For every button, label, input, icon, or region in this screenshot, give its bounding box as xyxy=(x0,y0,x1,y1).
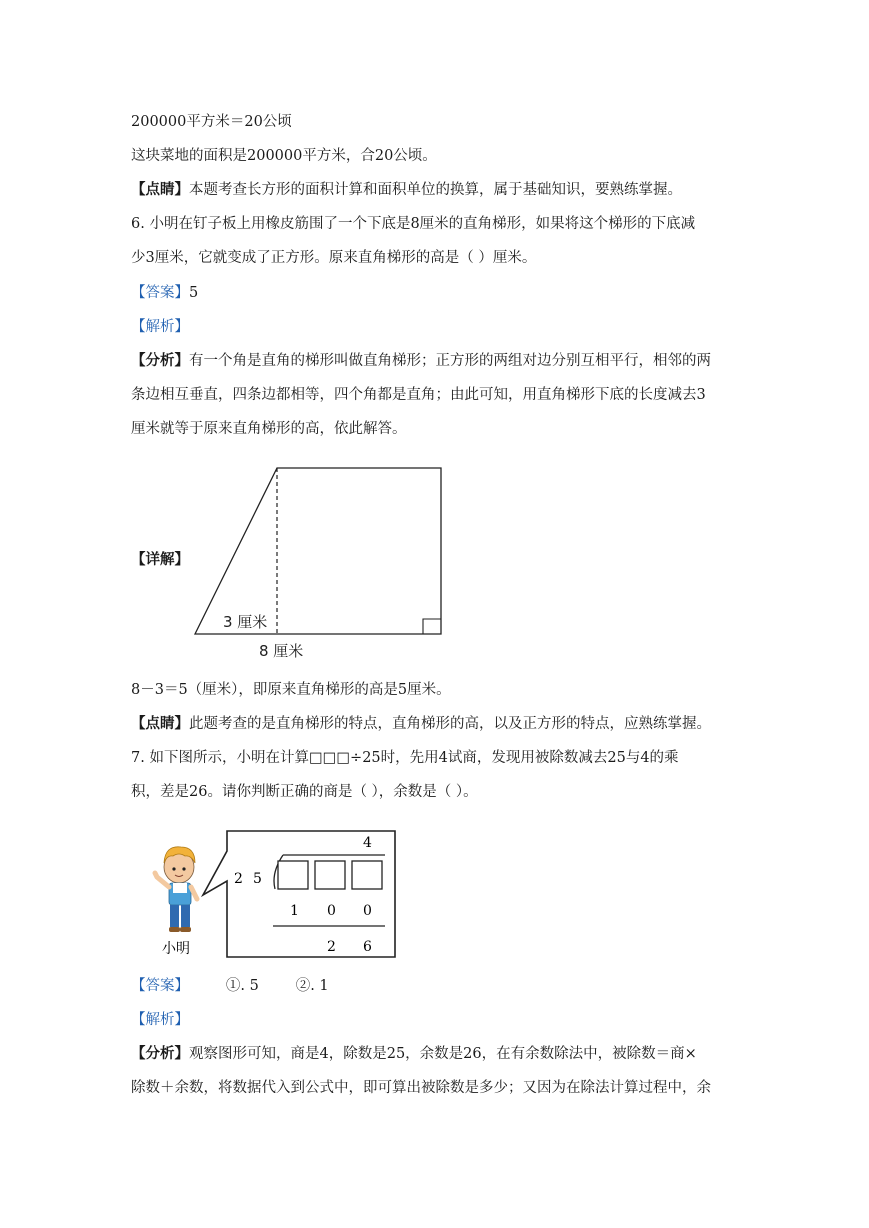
question-7-line-1: 7. 如下图所示，小明在计算□□□÷25时，先用4试商，发现用被除数减去25与4的乘 xyxy=(131,750,679,766)
fenxi-line-2: 条边相互垂直，四条边都相等，四个角都是直角；由此可知，用直角梯形下底的长度减去3 xyxy=(131,387,706,403)
boy-illustration xyxy=(155,847,197,932)
trapezoid-outline xyxy=(195,468,441,634)
xiangjie-tag: 【详解】 xyxy=(131,551,189,568)
product-digit: 0 xyxy=(327,903,336,919)
divisor-digit: 5 xyxy=(253,871,262,887)
boy-name-label: 小明 xyxy=(162,941,190,957)
divisor-digit: 2 xyxy=(234,871,243,887)
fenxi-text: 有一个角是直角的梯形叫做直角梯形；正方形的两组对边分别互相平行，相邻的两 xyxy=(189,353,711,369)
dianjing-tag: 【点睛】 xyxy=(131,181,189,198)
remainder-digit: 2 xyxy=(327,939,336,955)
trapezoid-figure xyxy=(185,460,455,665)
question-6-line-1: 6. 小明在钉子板上用橡皮筋围了一个下底是8厘米的直角梯形，如果将这个梯形的下底减 xyxy=(131,216,696,232)
answer-line xyxy=(131,283,198,303)
text-line: 200000平方米＝20公顷 xyxy=(131,114,292,130)
dianjing-line xyxy=(131,180,682,200)
quotient-digit: 4 xyxy=(363,835,372,851)
fenxi-line-7-1 xyxy=(131,1044,697,1064)
jiexi-tag: 【解析】 xyxy=(131,1012,189,1028)
fenxi-line-1 xyxy=(131,351,711,371)
answer-line-7 xyxy=(131,976,329,996)
fenxi-tag: 【分析】 xyxy=(131,1045,189,1062)
jiexi-tag: 【解析】 xyxy=(131,319,189,335)
dianjing-text: 此题考查的是直角梯形的特点，直角梯形的高，以及正方形的特点，应熟练掌握。 xyxy=(189,716,711,732)
answer-value: 5 xyxy=(189,285,199,301)
answer-tag: 【答案】 xyxy=(131,285,189,301)
dianjing-text: 本题考查长方形的面积计算和面积单位的换算，属于基础知识，要熟练掌握。 xyxy=(189,182,682,198)
blank-box xyxy=(315,861,345,889)
blank-box xyxy=(278,861,308,889)
fenxi-line-7-2: 除数＋余数，将数据代入到公式中，即可算出被除数是多少；又因为在除法计算过程中，余 xyxy=(131,1080,711,1096)
label-3-cm: 3 厘米 xyxy=(223,613,268,631)
right-angle-mark xyxy=(423,619,441,634)
fenxi-tag: 【分析】 xyxy=(131,352,189,369)
text-line: 这块菜地的面积是200000平方米，合20公顷。 xyxy=(131,148,437,164)
answer-value: ①. 5 ②. 1 xyxy=(189,978,329,994)
remainder-digit: 6 xyxy=(363,939,372,955)
fenxi-text: 观察图形可知，商是4，除数是25，余数是26，在有余数除法中，被除数＝商× xyxy=(189,1046,697,1062)
blank-box xyxy=(352,861,382,889)
answer-tag: 【答案】 xyxy=(131,978,189,994)
dianjing-line-2 xyxy=(131,714,711,734)
question-6-line-2: 少3厘米，它就变成了正方形。原来直角梯形的高是（ ）厘米。 xyxy=(131,250,537,266)
calc-line: 8－3＝5（厘米），即原来直角梯形的高是5厘米。 xyxy=(131,682,451,698)
label-8-cm: 8 厘米 xyxy=(259,642,304,660)
product-digit: 0 xyxy=(363,903,372,919)
question-7-line-2: 积，差是26。请你判断正确的商是（ ），余数是（ ）。 xyxy=(131,784,478,800)
dianjing-tag: 【点睛】 xyxy=(131,715,189,732)
division-figure xyxy=(145,825,405,965)
product-digit: 1 xyxy=(290,903,299,919)
fenxi-line-3: 厘米就等于原来直角梯形的高，依此解答。 xyxy=(131,421,407,437)
